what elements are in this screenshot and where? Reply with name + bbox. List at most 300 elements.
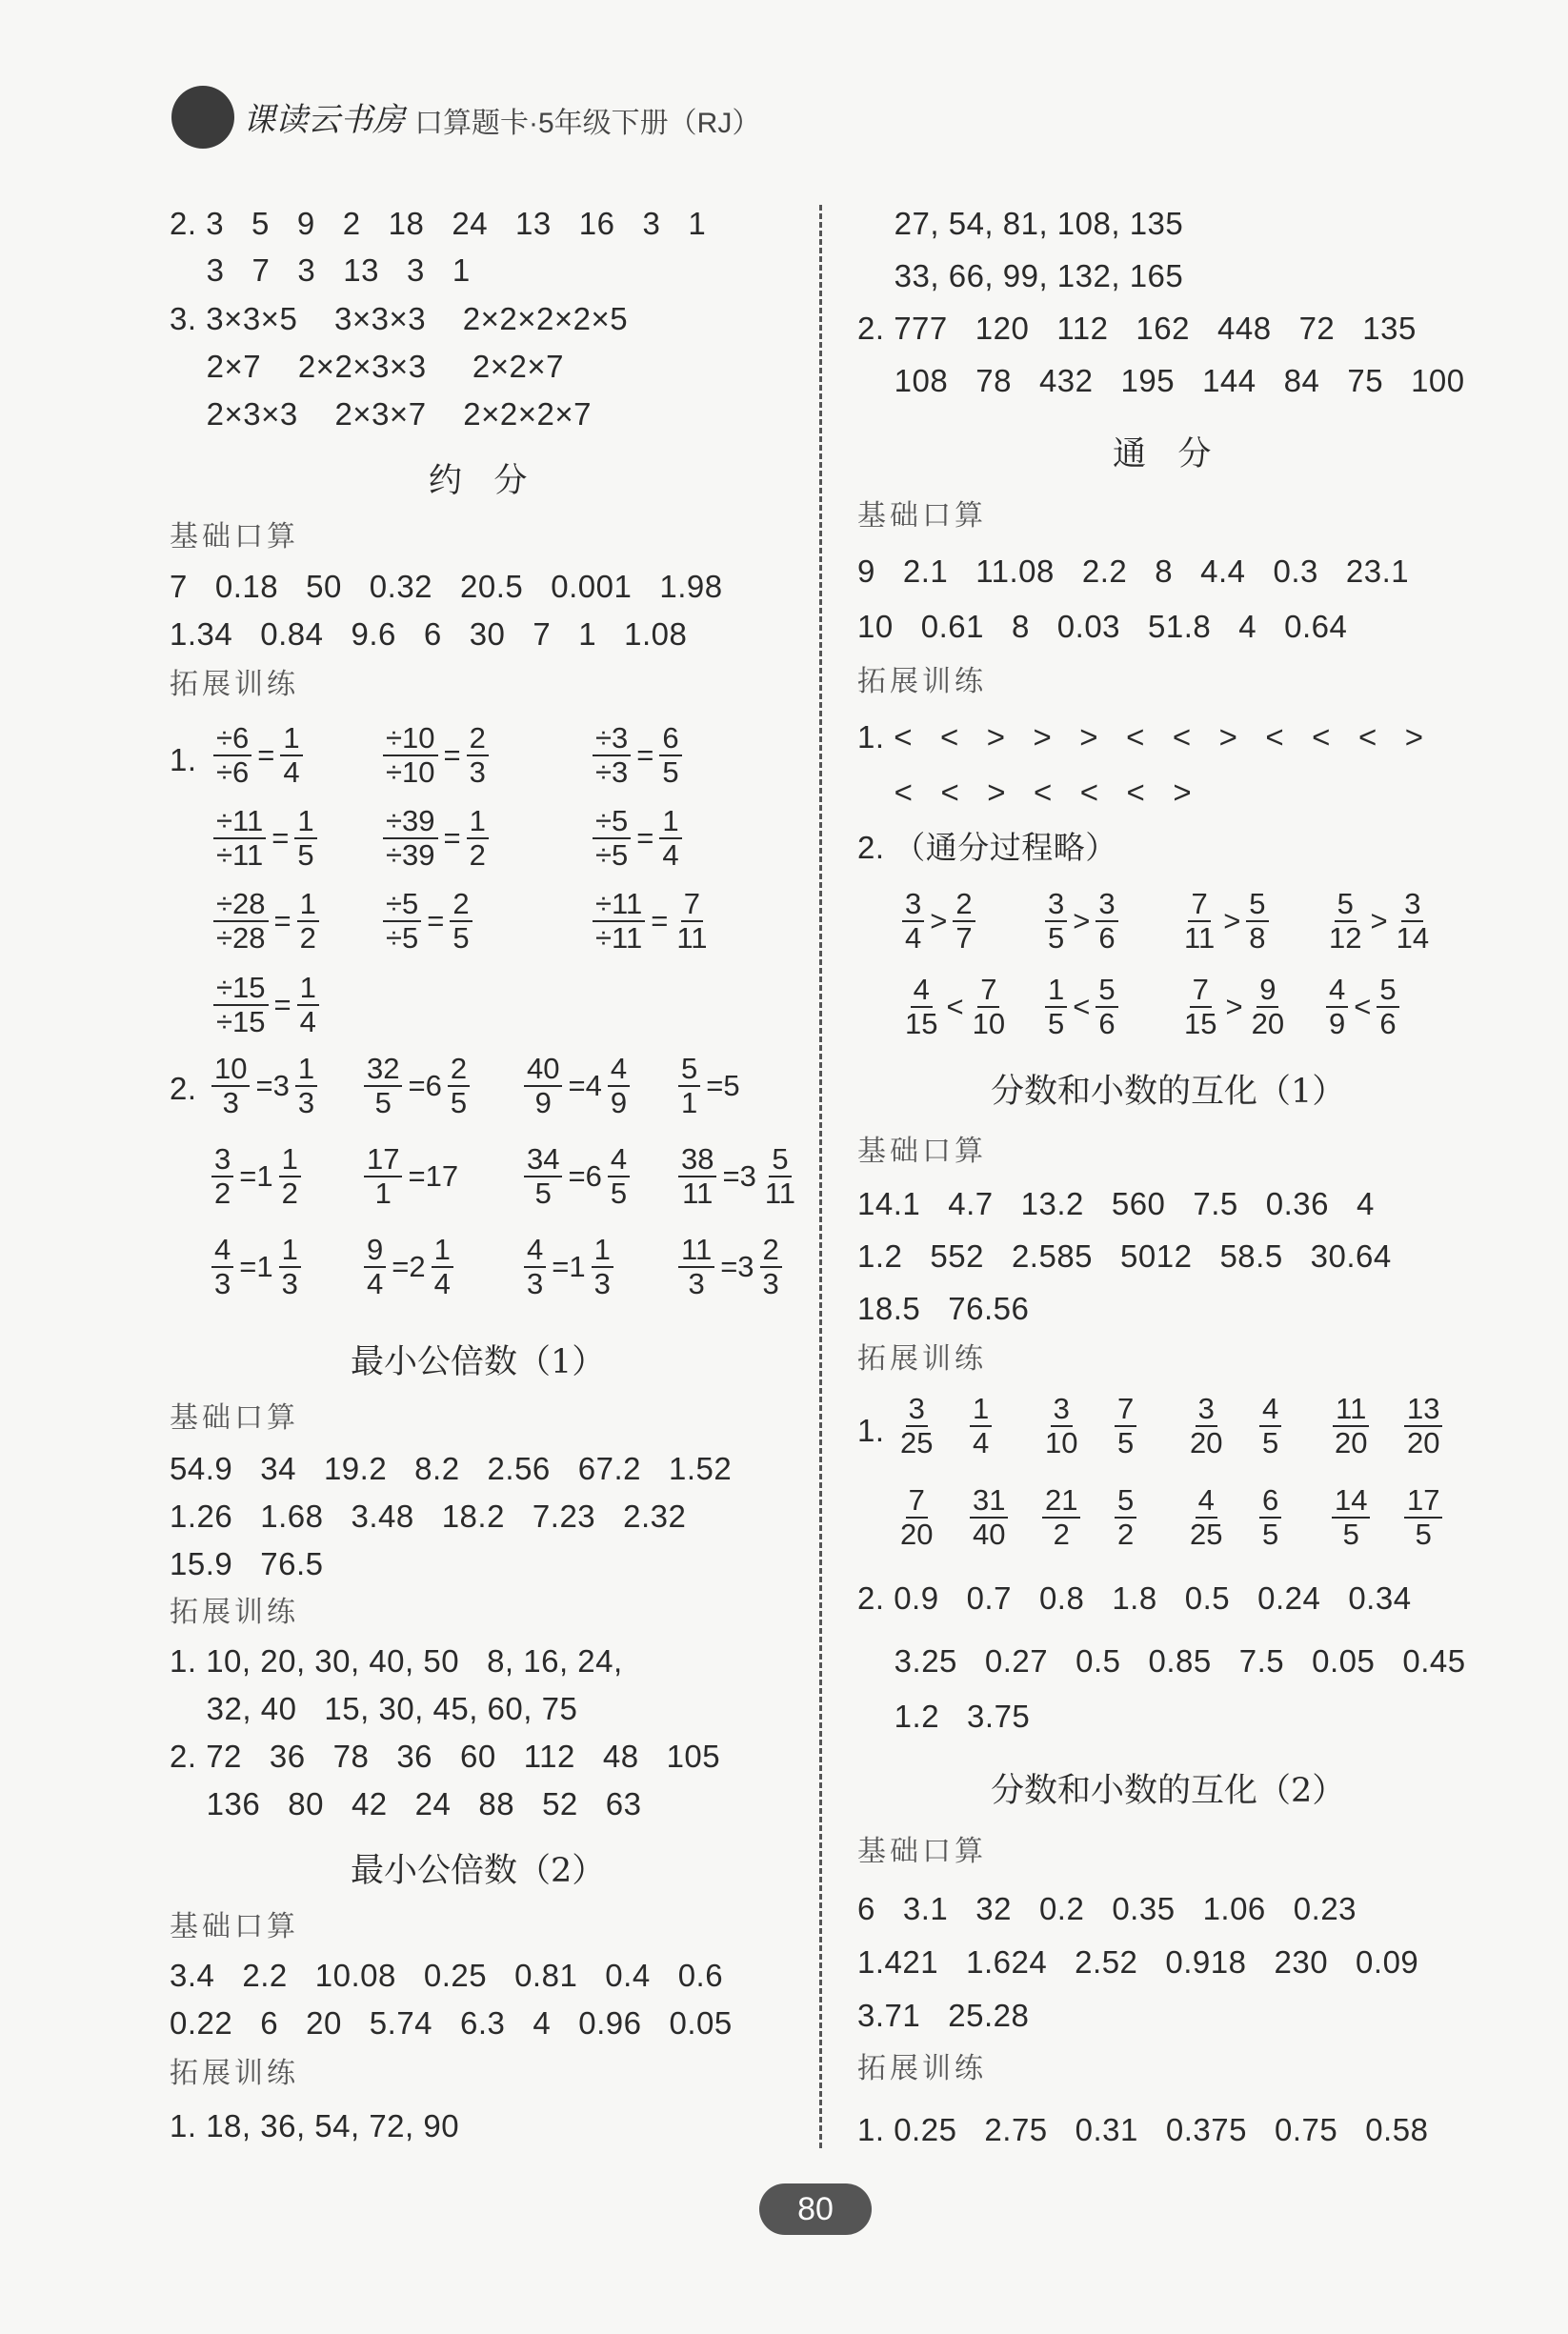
numerator: 1: [279, 1143, 301, 1177]
denominator: ÷39: [386, 838, 435, 872]
right-fraction: [1377, 974, 1398, 1040]
denominator: 6: [1098, 921, 1116, 955]
fraction-part: [762, 1143, 798, 1210]
fd1-q2-line-1: 2. 0.9 0.7 0.8 1.8 0.5 0.24 0.34: [857, 1580, 1412, 1616]
brand-name: 课读云书房: [243, 101, 405, 139]
denominator: 20: [1190, 1426, 1223, 1459]
left-fraction: [1326, 888, 1364, 955]
left-fraction: [902, 888, 924, 955]
equals-sign: =: [257, 738, 275, 772]
fraction: [897, 1484, 935, 1551]
right-line-1: 27, 54, 81, 108, 135: [857, 206, 1184, 241]
left-fraction: [1181, 888, 1217, 955]
improper-fraction: [678, 1053, 700, 1119]
lcm1-basic-line-2: 1.26 1.68 3.48 18.2 7.23 2.32: [170, 1499, 687, 1534]
numerator: 17: [364, 1143, 402, 1177]
numerator: 4: [524, 1234, 546, 1268]
denominator: 5: [1262, 1518, 1279, 1551]
denominator: 10: [1045, 1426, 1078, 1459]
fraction: [970, 1393, 992, 1459]
compare-expression: [900, 888, 977, 955]
improper-fraction: [678, 1143, 716, 1210]
numerator: ÷28: [213, 888, 269, 922]
denominator: ÷15: [216, 1005, 266, 1038]
tongfen-basic-line-1: 9 2.1 11.08 2.2 8 4.4 0.3 23.1: [857, 553, 1410, 589]
compare-expression: [1043, 974, 1120, 1040]
denominator: 4: [283, 755, 300, 789]
numerator: 3: [1051, 1393, 1073, 1427]
compare-sign: >: [1370, 904, 1388, 937]
denominator: 2: [299, 921, 316, 955]
numerator: 3: [211, 1143, 233, 1177]
numerator: 3: [906, 1393, 928, 1427]
numerator: 3: [1401, 888, 1423, 922]
right-fraction: [1096, 888, 1117, 955]
numerator: 7: [906, 1484, 928, 1519]
numerator: 4: [211, 1234, 233, 1268]
numerator: 10: [211, 1053, 250, 1087]
numerator: ÷11: [213, 805, 266, 839]
compare-sign: >: [1073, 904, 1091, 937]
fraction-part: [295, 1053, 317, 1119]
numerator: 11: [678, 1234, 714, 1268]
tongfen-ext-line-2: < < > < < < >: [857, 775, 1193, 810]
numerator: 3: [1045, 888, 1067, 922]
whole-part: =4: [568, 1069, 602, 1102]
mixed-equation: [522, 1234, 615, 1300]
right-line-3: 2. 777 120 112 162 448 72 135: [857, 311, 1417, 346]
denominator: 5: [374, 1086, 392, 1119]
equals-sign: =: [273, 988, 291, 1021]
numerator: 7: [1190, 974, 1212, 1008]
right-fraction: [1246, 888, 1268, 955]
numerator: 13: [1404, 1393, 1442, 1427]
fd1-q2-line-2: 3.25 0.27 0.5 0.85 7.5 0.05 0.45: [857, 1643, 1466, 1679]
improper-fraction: [524, 1234, 546, 1300]
column-divider: [819, 205, 822, 2148]
mixed-equation: [676, 1143, 800, 1210]
fraction: [897, 1393, 935, 1459]
improper-fraction: [364, 1234, 386, 1300]
denominator: 12: [1329, 921, 1362, 955]
denominator: 4: [299, 1005, 316, 1038]
lcm2-basic-line-2: 0.22 6 20 5.74 6.3 4 0.96 0.05: [170, 2005, 733, 2041]
numerator: 1: [297, 972, 319, 1006]
denominator: ÷11: [595, 921, 643, 955]
improper-fraction: [678, 1234, 714, 1300]
fd2-basic-label: 基础口算: [857, 1836, 987, 1867]
denominator: 5: [1415, 1518, 1432, 1551]
denominator: 5: [534, 1177, 552, 1210]
equals-sign: =: [651, 904, 669, 937]
left-line-1: 2. 3 5 9 2 18 24 13 16 3 1: [170, 206, 707, 241]
denominator: 3: [527, 1267, 544, 1300]
fd2-basic-line-2: 1.421 1.624 2.52 0.918 230 0.09: [857, 1944, 1419, 1980]
numerator: 1: [432, 1234, 453, 1268]
right-fraction: [1394, 888, 1432, 955]
yuefen-basic-line-2: 1.34 0.84 9.6 6 30 7 1 1.08: [170, 616, 688, 652]
denominator: 15: [905, 1007, 938, 1040]
denominator: 8: [1249, 921, 1266, 955]
result-fraction: [673, 888, 710, 955]
denominator: 20: [1407, 1426, 1440, 1459]
denominator: 2: [1053, 1518, 1070, 1551]
whole-part: =3: [722, 1159, 756, 1193]
compare-expression: [1324, 974, 1401, 1040]
fraction: [1332, 1484, 1370, 1551]
denominator: 4: [973, 1426, 990, 1459]
reduce-equation: [591, 722, 684, 789]
fd2-basic-line-3: 3.71 25.28: [857, 1998, 1030, 2033]
converted-fraction: [1257, 1484, 1283, 1551]
denominator: 20: [1335, 1426, 1368, 1459]
right-line-4: 108 78 432 195 144 84 75 100: [857, 363, 1465, 398]
numerator: 21: [1042, 1484, 1080, 1519]
left-line-2: 3 7 3 13 3 1: [170, 252, 471, 288]
left-line-3: 3. 3×3×5 3×3×3 2×2×2×2×5: [170, 301, 629, 336]
converted-fraction: [1113, 1484, 1138, 1551]
numerator: 5: [1335, 888, 1357, 922]
divisor-fraction: [213, 722, 251, 789]
denominator: 3: [688, 1267, 705, 1300]
compare-sign: >: [1225, 990, 1243, 1023]
whole-part: =6: [408, 1069, 442, 1102]
denominator: 3: [222, 1086, 239, 1119]
numerator: ÷39: [383, 805, 438, 839]
converted-fraction: [1185, 1393, 1227, 1459]
numerator: 2: [953, 888, 975, 922]
whole-part: =1: [239, 1250, 273, 1283]
compare-sign: <: [946, 990, 964, 1023]
numerator: 1: [970, 1393, 992, 1427]
denominator: 20: [1251, 1007, 1285, 1040]
fraction-part: [608, 1053, 630, 1119]
converted-fraction: [1330, 1393, 1372, 1459]
divisor-fraction: [593, 805, 631, 872]
equals-sign: =: [271, 821, 290, 855]
denominator: 5: [452, 921, 470, 955]
denominator: 2: [1117, 1518, 1135, 1551]
numerator: 11: [1333, 1393, 1369, 1427]
fd1-q1-num: 1.: [857, 1413, 885, 1448]
fraction-part: [279, 1234, 301, 1300]
result-fraction: [297, 888, 319, 955]
fraction: [1404, 1484, 1442, 1551]
compare-expression: [900, 974, 1010, 1040]
converted-fraction: [1402, 1484, 1444, 1551]
compare-expression: [1179, 974, 1289, 1040]
result-fraction: [280, 722, 302, 789]
improper-fraction: [524, 1143, 562, 1210]
numerator: 9: [1256, 974, 1278, 1008]
converted-fraction: [1330, 1484, 1372, 1551]
result-fraction: [467, 805, 489, 872]
lcm2-basic-label: 基础口算: [170, 1911, 299, 1942]
right-fraction: [970, 974, 1008, 1040]
fraction: [1259, 1393, 1281, 1459]
whole-part: =5: [706, 1069, 740, 1102]
numerator: ÷3: [593, 722, 631, 756]
improper-fraction: [211, 1053, 250, 1119]
numerator: 5: [1377, 974, 1398, 1008]
fraction: [1115, 1484, 1136, 1551]
result-fraction: [294, 805, 316, 872]
converted-fraction: [968, 1393, 994, 1459]
divisor-fraction: [383, 888, 421, 955]
numerator: 2: [450, 888, 472, 922]
fd2-ext-label: 拓展训练: [857, 2053, 987, 2084]
fraction: [1187, 1393, 1225, 1459]
lcm1-basic-line-1: 54.9 34 19.2 8.2 2.56 67.2 1.52: [170, 1451, 733, 1486]
numerator: 14: [1332, 1484, 1370, 1519]
mixed-equation: [362, 1053, 472, 1119]
improper-fraction: [211, 1234, 233, 1300]
denominator: 15: [1184, 1007, 1217, 1040]
result-fraction: [659, 805, 681, 872]
denominator: 11: [682, 1177, 714, 1210]
divisor-fraction: [213, 888, 269, 955]
lcm1-ext-line-2: 32, 40 15, 30, 45, 60, 75: [170, 1691, 578, 1726]
numerator: 5: [769, 1143, 791, 1177]
equals-sign: =: [427, 904, 445, 937]
whole-part: =2: [392, 1250, 426, 1283]
lcm1-ext-line-4: 136 80 42 24 88 52 63: [170, 1786, 642, 1821]
whole-part: =3: [255, 1069, 290, 1102]
denominator: 3: [593, 1267, 611, 1300]
converted-fraction: [895, 1484, 937, 1551]
fd1-basic-line-1: 14.1 4.7 13.2 560 7.5 0.36 4: [857, 1186, 1375, 1221]
denominator: 6: [1379, 1007, 1397, 1040]
numerator: ÷5: [593, 805, 631, 839]
denominator: ÷5: [595, 838, 629, 872]
lcm1-ext-line-1: 1. 10, 20, 30, 40, 50 8, 16, 24,: [170, 1643, 623, 1679]
numerator: 7: [681, 888, 703, 922]
lcm1-basic-label: 基础口算: [170, 1402, 299, 1434]
numerator: 1: [592, 1234, 613, 1268]
denominator: 2: [214, 1177, 231, 1210]
divisor-fraction: [213, 972, 269, 1038]
divisor-fraction: [383, 722, 438, 789]
denominator: 5: [1048, 921, 1065, 955]
compare-expression: [1179, 888, 1271, 955]
whole-part: =6: [568, 1159, 602, 1193]
reduce-equation: [381, 805, 491, 872]
reduce-equation: [381, 722, 491, 789]
denominator: 4: [905, 921, 922, 955]
denominator: 5: [450, 1086, 468, 1119]
numerator: 4: [911, 974, 933, 1008]
fraction-part: [608, 1143, 630, 1210]
denominator: 7: [955, 921, 973, 955]
numerator: 7: [1115, 1393, 1136, 1427]
denominator: 9: [534, 1086, 552, 1119]
compare-sign: <: [1354, 990, 1372, 1023]
fd1-q2-line-3: 1.2 3.75: [857, 1699, 1031, 1734]
right-line-2: 33, 66, 99, 132, 165: [857, 258, 1184, 293]
right-fraction: [1249, 974, 1287, 1040]
reduce-equation: [591, 805, 684, 872]
reduce-equation: [211, 805, 319, 872]
numerator: 1: [279, 1234, 301, 1268]
lcm2-basic-line-1: 3.4 2.2 10.08 0.25 0.81 0.4 0.6: [170, 1958, 724, 1993]
fraction-part: [448, 1053, 470, 1119]
fraction: [970, 1484, 1008, 1551]
left-fraction: [1326, 974, 1348, 1040]
fraction: [1042, 1484, 1080, 1551]
converted-fraction: [968, 1484, 1010, 1551]
mixed-equation: [676, 1053, 744, 1119]
divisor-fraction: [593, 888, 645, 955]
fraction: [1332, 1393, 1370, 1459]
fd2-basic-line-1: 6 3.1 32 0.2 0.35 1.06 0.23: [857, 1891, 1357, 1926]
denominator: 5: [662, 755, 679, 789]
numerator: 4: [608, 1053, 630, 1087]
numerator: 1: [294, 805, 316, 839]
converted-fraction: [1040, 1484, 1082, 1551]
numerator: 6: [659, 722, 681, 756]
denominator: 9: [610, 1086, 628, 1119]
denominator: ÷11: [216, 838, 264, 872]
denominator: 1: [681, 1086, 698, 1119]
numerator: 32: [364, 1053, 402, 1087]
numerator: 1: [297, 888, 319, 922]
mixed-equation: [210, 1234, 303, 1300]
numerator: 7: [1188, 888, 1210, 922]
left-fraction: [1181, 974, 1219, 1040]
tongfen-basic-line-2: 10 0.61 8 0.03 51.8 4 0.64: [857, 609, 1348, 644]
numerator: 2: [760, 1234, 782, 1268]
section-title-lcm2: 最小公倍数（2）: [351, 1852, 606, 1890]
left-line-4: 2×7 2×2×3×3 2×2×7: [170, 349, 564, 384]
numerator: 6: [1259, 1484, 1281, 1519]
book-title: 口算题卡·5年级下册（RJ）: [414, 108, 761, 139]
denominator: 14: [1396, 921, 1430, 955]
numerator: 4: [1326, 974, 1348, 1008]
right-fraction: [1096, 974, 1117, 1040]
tongfen-ext-label: 拓展训练: [857, 666, 987, 697]
reduce-equation: [591, 888, 713, 955]
denominator: 4: [662, 838, 679, 872]
denominator: 5: [1117, 1426, 1135, 1459]
denominator: 40: [973, 1518, 1006, 1551]
denominator: ÷3: [595, 755, 629, 789]
left-line-5: 2×3×3 2×3×7 2×2×2×7: [170, 396, 592, 432]
denominator: 25: [1190, 1518, 1223, 1551]
denominator: ÷28: [216, 921, 266, 955]
section-title-lcm1: 最小公倍数（1）: [351, 1343, 606, 1381]
denominator: 1: [374, 1177, 392, 1210]
equals-sign: =: [636, 738, 654, 772]
denominator: 4: [367, 1267, 384, 1300]
left-fraction: [1045, 974, 1067, 1040]
left-fraction: [1045, 888, 1067, 955]
section-title-fd2: 分数和小数的互化（2）: [991, 1772, 1346, 1810]
converted-fraction: [1402, 1393, 1444, 1459]
fd1-ext-label: 拓展训练: [857, 1343, 987, 1375]
mixed-equation: [676, 1234, 784, 1300]
mixed-equation: [210, 1053, 319, 1119]
numerator: 31: [970, 1484, 1008, 1519]
numerator: 1: [467, 805, 489, 839]
result-fraction: [297, 972, 319, 1038]
denominator: 3: [214, 1267, 231, 1300]
yuefen-q1-num: 1.: [170, 742, 197, 777]
fd1-basic-label: 基础口算: [857, 1136, 987, 1167]
denominator: 25: [900, 1426, 934, 1459]
fraction: [1404, 1393, 1442, 1459]
logo-icon: [171, 86, 234, 149]
mixed-equation: [362, 1143, 462, 1210]
improper-fraction: [524, 1053, 562, 1119]
compare-expression: [1043, 888, 1120, 955]
numerator: ÷6: [213, 722, 251, 756]
numerator: 5: [1246, 888, 1268, 922]
fraction-part: [592, 1234, 613, 1300]
left-fraction: [902, 974, 940, 1040]
denominator: 9: [1329, 1007, 1346, 1040]
denominator: 3: [762, 1267, 779, 1300]
denominator: 5: [1048, 1007, 1065, 1040]
equals-sign: =: [636, 821, 654, 855]
section-title-fd1: 分数和小数的互化（1）: [991, 1073, 1346, 1111]
denominator: 6: [1098, 1007, 1116, 1040]
numerator: 3: [1196, 1393, 1217, 1427]
compare-sign: >: [930, 904, 948, 937]
reduce-equation: [381, 888, 474, 955]
page-number: 80: [759, 2183, 872, 2235]
fraction: [1115, 1393, 1136, 1459]
numerator: 2: [448, 1053, 470, 1087]
result-fraction: [659, 722, 681, 789]
equals-sign: =: [443, 821, 461, 855]
denominator: 3: [297, 1086, 315, 1119]
reduce-equation: [211, 972, 321, 1038]
numerator: 5: [678, 1053, 700, 1087]
numerator: 3: [1096, 888, 1117, 922]
numerator: 4: [1196, 1484, 1217, 1519]
reduce-equation: [211, 888, 321, 955]
compare-sign: >: [1223, 904, 1241, 937]
denominator: 2: [281, 1177, 298, 1210]
fraction-part: [760, 1234, 782, 1300]
mixed-equation: [210, 1143, 303, 1210]
right-fraction: [953, 888, 975, 955]
denominator: ÷6: [216, 755, 250, 789]
yuefen-ext-label: 拓展训练: [170, 669, 299, 700]
numerator: ÷10: [383, 722, 438, 756]
result-fraction: [450, 888, 472, 955]
fd1-basic-line-3: 18.5 76.56: [857, 1291, 1030, 1326]
mixed-equation: [522, 1053, 632, 1119]
mixed-equation: [522, 1143, 632, 1210]
numerator: 1: [1045, 974, 1067, 1008]
fraction: [1042, 1393, 1080, 1459]
whole-part: =3: [720, 1250, 754, 1283]
numerator: 3: [902, 888, 924, 922]
denominator: 4: [433, 1267, 451, 1300]
converted-fraction: [895, 1393, 937, 1459]
numerator: 34: [524, 1143, 562, 1177]
numerator: 2: [467, 722, 489, 756]
numerator: 9: [364, 1234, 386, 1268]
converted-fraction: [1113, 1393, 1138, 1459]
denominator: ÷10: [386, 755, 435, 789]
denominator: 11: [676, 921, 708, 955]
denominator: 5: [1342, 1518, 1359, 1551]
result-fraction: [467, 722, 489, 789]
divisor-fraction: [383, 805, 438, 872]
improper-fraction: [211, 1143, 233, 1210]
